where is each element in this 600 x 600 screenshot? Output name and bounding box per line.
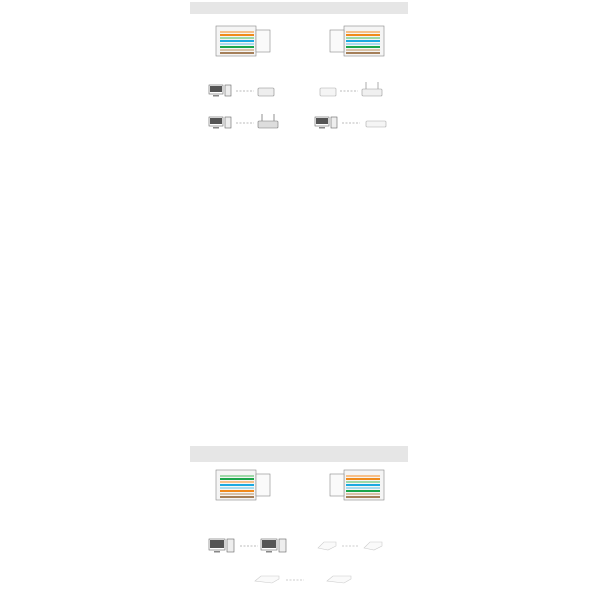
direct-line-banner <box>190 2 408 14</box>
arrow-icon <box>340 543 360 549</box>
rj45-connector-right <box>326 24 386 60</box>
arrow-icon <box>340 120 362 126</box>
rj45-connector-left-crossover <box>214 468 274 504</box>
computer-icon <box>208 116 234 130</box>
computer-icon <box>208 538 238 554</box>
arrow-icon <box>234 88 256 94</box>
computer-icon <box>314 116 340 130</box>
switch-icon <box>252 572 282 586</box>
arrow-icon <box>238 543 260 549</box>
connector-a-diagram <box>207 310 293 422</box>
arrow-icon <box>284 577 306 583</box>
computer-icon <box>208 84 234 98</box>
arrow-icon <box>234 120 256 126</box>
adsl-cat-icon <box>318 84 338 98</box>
arrow-icon <box>338 88 360 94</box>
computer-icon <box>260 538 290 554</box>
connector-b-pin-markers <box>320 271 380 307</box>
rj45-connector-left <box>214 24 274 60</box>
switch-icon <box>324 572 354 586</box>
hub-icon <box>360 538 386 554</box>
router-icon <box>360 80 384 98</box>
connector-b-diagram <box>307 310 393 422</box>
hub-icon <box>364 118 388 130</box>
crossover-banner <box>190 446 408 462</box>
hub-icon <box>314 538 340 554</box>
adsl-cat-icon <box>256 84 276 98</box>
router-icon <box>256 112 280 130</box>
rj45-connector-right-crossover <box>326 468 386 504</box>
connector-a-pin-markers <box>220 271 280 307</box>
